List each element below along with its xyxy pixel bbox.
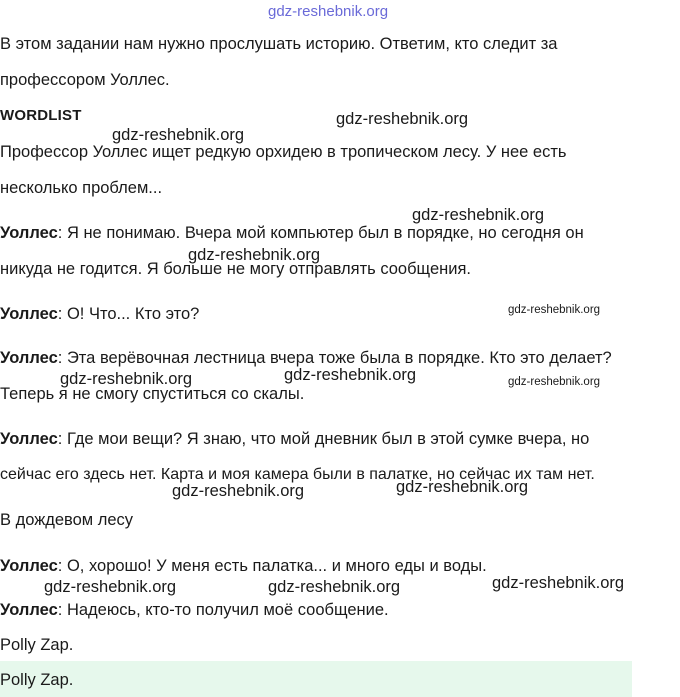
watermark: gdz-reshebnik.org (492, 574, 625, 592)
intro-line-1: В этом задании нам нужно прослушать историю. Ответим, кто следит за (0, 35, 558, 53)
dialogue-3-line-2: Теперь я не смогу спуститься со скалы. (0, 385, 305, 403)
rainforest-heading: В дождевом лесу (0, 511, 134, 529)
speaker-name: Уоллес (0, 601, 58, 619)
dialogue-text: : О, хорошо! У меня есть палатка... и много еды и воды. (57, 557, 487, 575)
dialogue-text: : Где мои вещи? Я знаю, что мой дневник был в этой сумке вчера, но (57, 430, 590, 448)
watermark: gdz-reshebnik.org (284, 366, 417, 384)
dialogue-text: : Надеюсь, кто-то получил моё сообщение. (57, 601, 389, 619)
speaker-name: Уоллес (0, 557, 58, 575)
watermark: gdz-reshebnik.org (508, 304, 601, 316)
watermark: gdz-reshebnik.org (412, 206, 545, 224)
dialogue-2-line-1 (0, 303, 199, 325)
speaker-name: Уоллес (0, 349, 58, 367)
watermark: gdz-reshebnik.org (172, 482, 305, 500)
watermark: gdz-reshebnik.org (44, 578, 177, 596)
story-line-1: Профессор Уоллес ищет редкую орхидею в тропическом лесу. У нее есть (0, 143, 567, 161)
watermark: gdz-reshebnik.org (268, 578, 401, 596)
watermark: gdz-reshebnik.org (508, 376, 601, 388)
watermark: gdz-reshebnik.org (60, 370, 193, 388)
dialogue-6-line-1 (0, 599, 389, 621)
answer-line: Polly Zap. (0, 636, 74, 654)
watermark: gdz-reshebnik.org (112, 126, 245, 144)
dialogue-4-line-2: сейчас его здесь нет. Карта и моя камера были в палатке, но сейчас их там нет. (0, 466, 595, 483)
dialogue-5-line-1 (0, 555, 487, 577)
speaker-name: Уоллес (0, 224, 58, 242)
dialogue-text: : Я не понимаю. Вчера мой компьютер был в порядке, но сегодня он (57, 224, 584, 242)
dialogue-4-line-1 (0, 428, 589, 450)
dialogue-text: : О! Что... Кто это? (57, 305, 200, 323)
watermark: gdz-reshebnik.org (268, 3, 389, 20)
story-line-2: несколько проблем... (0, 179, 163, 197)
watermark: gdz-reshebnik.org (336, 110, 469, 128)
watermark: gdz-reshebnik.org (188, 246, 321, 264)
speaker-name: Уоллес (0, 305, 58, 323)
dialogue-1-line-1 (0, 222, 584, 244)
wordlist-heading: WORDLIST (0, 107, 82, 124)
dialogue-1-line-2: никуда не годится. Я больше не могу отправлять сообщения. (0, 260, 471, 278)
answer-highlight (0, 661, 632, 697)
intro-line-2: профессором Уоллес. (0, 71, 170, 89)
watermark: gdz-reshebnik.org (396, 478, 529, 496)
dialogue-text: : Эта верёвочная лестница вчера тоже была в порядке. Кто это делает? (57, 349, 612, 367)
answer-line-highlighted: Polly Zap. (0, 671, 74, 689)
speaker-name: Уоллес (0, 430, 58, 448)
